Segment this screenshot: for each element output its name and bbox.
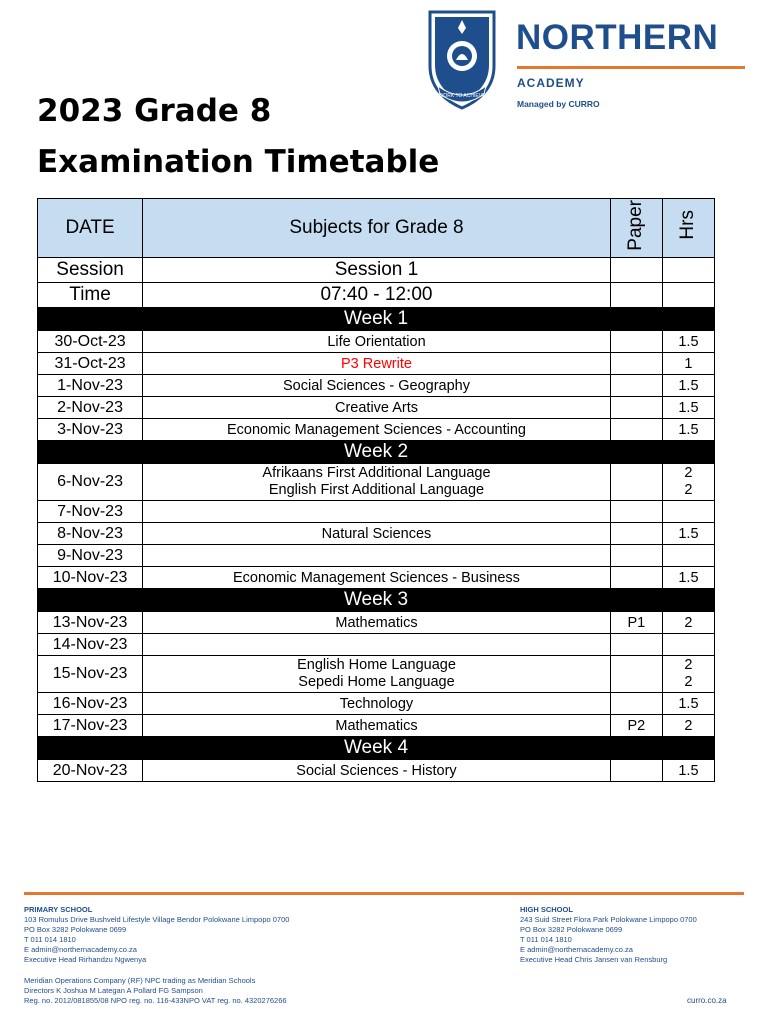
- footer-legal-company: Meridian Operations Company (RF) NPC trading as Meridian Schools: [24, 976, 256, 985]
- exam-hours-line: 2: [684, 465, 693, 481]
- week-label: Week 3: [38, 589, 715, 612]
- exam-subject: P3 Rewrite: [143, 353, 611, 375]
- header-date: DATE: [38, 199, 143, 258]
- exam-paper: [610, 464, 662, 501]
- table-row: [38, 567, 715, 589]
- footer-primary-school: [24, 905, 289, 965]
- week-header: [38, 441, 715, 464]
- footer-high-address: 243 Suid Street Flora Park Polokwane Limpopo 0700: [520, 915, 697, 924]
- exam-hours: [662, 464, 714, 501]
- header-hrs-label: Hrs: [677, 210, 699, 240]
- exam-hours-line: 2: [684, 482, 693, 498]
- exam-subject: Social Sciences - Geography: [143, 375, 611, 397]
- crest-icon: [424, 8, 500, 113]
- title-line-2: Examination Timetable: [37, 144, 440, 180]
- exam-paper: P1: [610, 612, 662, 634]
- exam-date: 30-Oct-23: [38, 331, 143, 353]
- exam-hours-line: 2: [684, 657, 693, 673]
- footer-primary-head: Executive Head Rirhandzu Ngwenya: [24, 955, 147, 964]
- exam-hours: 2: [662, 715, 714, 737]
- exam-date: 8-Nov-23: [38, 523, 143, 545]
- footer-legal: [24, 976, 287, 1006]
- table-row: [38, 634, 715, 656]
- exam-paper: [610, 656, 662, 693]
- footer-high-head: Executive Head Chris Jansen van Rensburg: [520, 955, 668, 964]
- exam-subject: Technology: [143, 693, 611, 715]
- exam-subject: [143, 656, 611, 693]
- school-logo: [424, 8, 754, 113]
- exam-date: 17-Nov-23: [38, 715, 143, 737]
- exam-date: 14-Nov-23: [38, 634, 143, 656]
- exam-paper: P2: [610, 715, 662, 737]
- table-header-row: [38, 199, 715, 258]
- exam-subject: Social Sciences - History: [143, 760, 611, 782]
- title-line-1: 2023 Grade 8: [37, 93, 272, 129]
- footer-primary-address: 103 Romulus Drive Bushveld Lifestyle Village Bendor Polokwane Limpopo 0700: [24, 915, 290, 924]
- exam-hours: 1.5: [662, 397, 714, 419]
- exam-hours-line: 2: [684, 674, 693, 690]
- exam-subject-line: Afrikaans First Additional Language: [262, 465, 491, 481]
- exam-subject: [143, 501, 611, 523]
- exam-paper: [610, 693, 662, 715]
- brand-divider: [517, 66, 745, 69]
- exam-paper: [610, 331, 662, 353]
- exam-subject: Creative Arts: [143, 397, 611, 419]
- table-row: [38, 715, 715, 737]
- exam-date: 15-Nov-23: [38, 656, 143, 693]
- table-row: [38, 612, 715, 634]
- table-row: [38, 523, 715, 545]
- header-paper-label: Paper: [625, 199, 647, 251]
- exam-subject: [143, 464, 611, 501]
- table-row: [38, 464, 715, 501]
- header-hrs: [662, 199, 714, 258]
- exam-hours: [662, 656, 714, 693]
- exam-subject: [143, 545, 611, 567]
- exam-paper: [610, 545, 662, 567]
- exam-date: 2-Nov-23: [38, 397, 143, 419]
- footer-high-email: E admin@northernacademy.co.za: [520, 945, 633, 954]
- session-value: Session 1: [143, 258, 611, 283]
- exam-date: 6-Nov-23: [38, 464, 143, 501]
- exam-hours: 1.5: [662, 693, 714, 715]
- exam-hours: [662, 545, 714, 567]
- table-row: [38, 397, 715, 419]
- exam-subject-line: English Home Language: [297, 657, 456, 673]
- week-label: Week 2: [38, 441, 715, 464]
- exam-paper: [610, 760, 662, 782]
- exam-date: 3-Nov-23: [38, 419, 143, 441]
- exam-subject: Mathematics: [143, 715, 611, 737]
- exam-subject: [143, 634, 611, 656]
- footer-website[interactable]: curro.co.za: [687, 996, 727, 1005]
- time-row: [38, 283, 715, 308]
- table-row: [38, 353, 715, 375]
- exam-date: 10-Nov-23: [38, 567, 143, 589]
- brand-name: NORTHERN: [516, 18, 719, 57]
- exam-hours: [662, 501, 714, 523]
- table-row: [38, 501, 715, 523]
- exam-date: 31-Oct-23: [38, 353, 143, 375]
- week-label: Week 4: [38, 737, 715, 760]
- svg-text:WORK TO ACHIEVE: WORK TO ACHIEVE: [438, 93, 486, 99]
- exam-subject: Mathematics: [143, 612, 611, 634]
- time-label: Time: [38, 283, 143, 308]
- exam-date: 7-Nov-23: [38, 501, 143, 523]
- session-row: [38, 258, 715, 283]
- exam-subject: Life Orientation: [143, 331, 611, 353]
- footer-high-pobox: PO Box 3282 Polokwane 0699: [520, 925, 623, 934]
- exam-hours: 1.5: [662, 419, 714, 441]
- brand-managed-by: Managed by CURRO: [517, 99, 600, 109]
- footer-primary-pobox: PO Box 3282 Polokwane 0699: [24, 925, 127, 934]
- brand-subtitle: ACADEMY: [517, 76, 585, 90]
- table-row: [38, 419, 715, 441]
- table-row: [38, 375, 715, 397]
- session-label: Session: [38, 258, 143, 283]
- exam-date: 1-Nov-23: [38, 375, 143, 397]
- exam-hours: [662, 634, 714, 656]
- exam-paper: [610, 419, 662, 441]
- exam-subject-line: Sepedi Home Language: [298, 674, 455, 690]
- exam-paper: [610, 567, 662, 589]
- week-header: [38, 308, 715, 331]
- exam-paper: [610, 634, 662, 656]
- exam-hours: 1.5: [662, 523, 714, 545]
- exam-subject: Natural Sciences: [143, 523, 611, 545]
- footer-high-school: [520, 905, 697, 965]
- exam-date: 13-Nov-23: [38, 612, 143, 634]
- exam-date: 9-Nov-23: [38, 545, 143, 567]
- time-value: 07:40 - 12:00: [143, 283, 611, 308]
- week-header: [38, 589, 715, 612]
- page-title: [37, 86, 439, 188]
- exam-date: 16-Nov-23: [38, 693, 143, 715]
- week-header: [38, 737, 715, 760]
- footer-high-phone: T 011 014 1810: [520, 935, 572, 944]
- exam-hours: 1.5: [662, 567, 714, 589]
- exam-hours: 1.5: [662, 375, 714, 397]
- footer-legal-reg: Reg. no. 2012/081855/08 NPO reg. no. 116-433NPO VAT reg. no. 4320276266: [24, 996, 287, 1005]
- exam-paper: [610, 397, 662, 419]
- exam-timetable: [37, 198, 715, 782]
- table-row: [38, 545, 715, 567]
- exam-subject: Economic Management Sciences - Accounting: [143, 419, 611, 441]
- footer-primary-email: E admin@northernacademy.co.za: [24, 945, 137, 954]
- exam-subject-line: English First Additional Language: [268, 482, 485, 498]
- exam-date: 20-Nov-23: [38, 760, 143, 782]
- exam-paper: [610, 375, 662, 397]
- footer-primary-phone: T 011 014 1810: [24, 935, 76, 944]
- exam-hours: 2: [662, 612, 714, 634]
- week-label: Week 1: [38, 308, 715, 331]
- exam-subject: Economic Management Sciences - Business: [143, 567, 611, 589]
- exam-hours: 1.5: [662, 760, 714, 782]
- header-paper: [610, 199, 662, 258]
- table-row: [38, 656, 715, 693]
- exam-hours: 1: [662, 353, 714, 375]
- footer-legal-directors: Directors K Joshua M Lategan A Pollard FG Sampson: [24, 986, 203, 995]
- exam-paper: [610, 523, 662, 545]
- exam-paper: [610, 353, 662, 375]
- footer-divider: [24, 892, 744, 895]
- exam-hours: 1.5: [662, 331, 714, 353]
- exam-paper: [610, 501, 662, 523]
- footer-high-heading: HIGH SCHOOL: [520, 905, 573, 914]
- table-row: [38, 331, 715, 353]
- table-row: [38, 760, 715, 782]
- footer-primary-heading: PRIMARY SCHOOL: [24, 905, 93, 914]
- table-row: [38, 693, 715, 715]
- header-subjects: Subjects for Grade 8: [143, 199, 611, 258]
